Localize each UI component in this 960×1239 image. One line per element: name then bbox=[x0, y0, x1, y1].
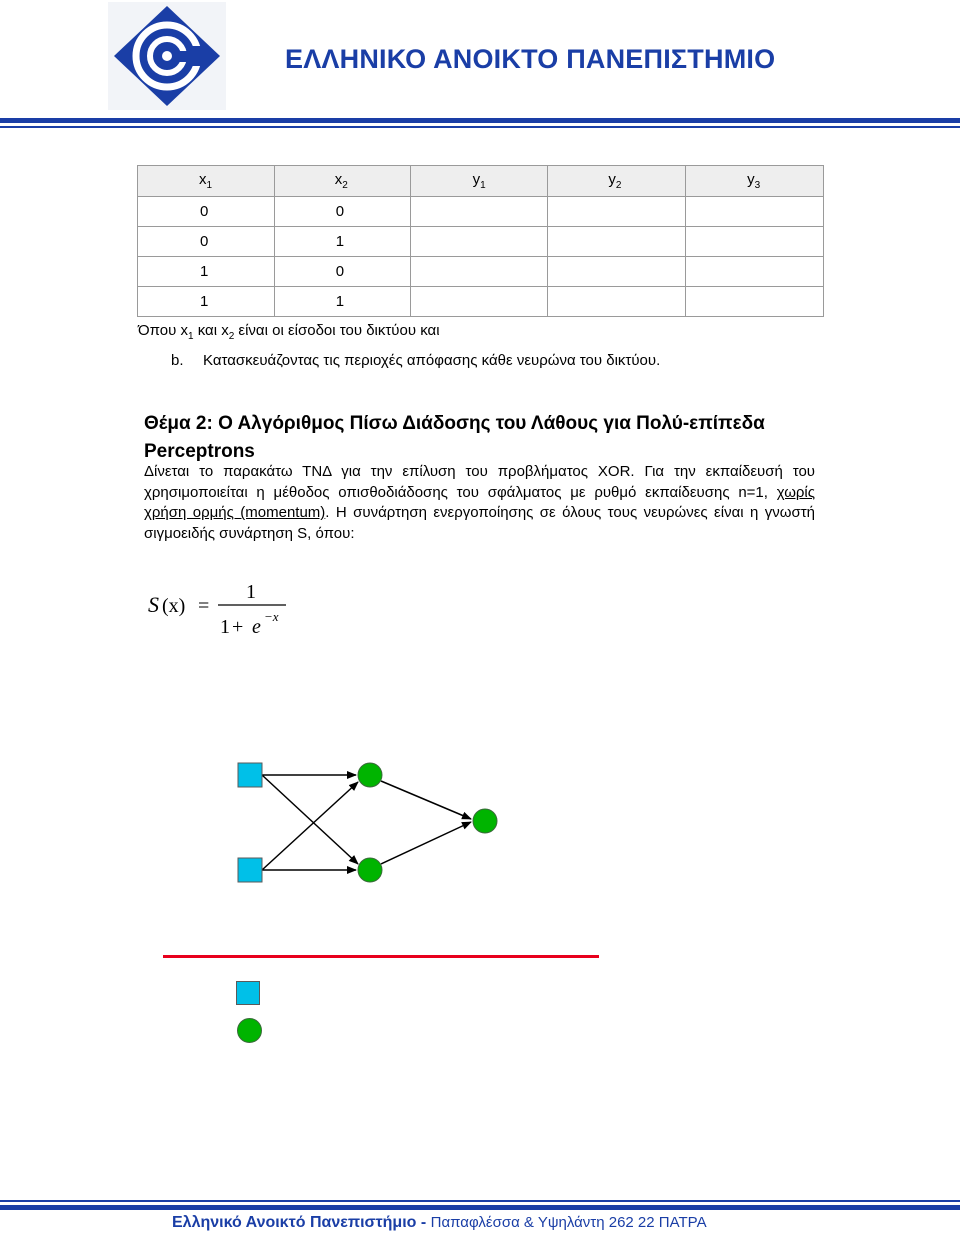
footer-rule-thin bbox=[0, 1200, 960, 1202]
neural-network-diagram bbox=[200, 740, 520, 910]
footer-rule bbox=[0, 1205, 960, 1210]
red-divider bbox=[163, 955, 599, 958]
cell-y3 bbox=[686, 257, 824, 287]
cell-y1 bbox=[410, 287, 548, 317]
table-row bbox=[138, 197, 824, 227]
section-title: Θέμα 2: Ο Αλγόριθμος Πίσω Διάδοσης του Λάθους για Πολύ-επίπεδα Perceptrons bbox=[144, 413, 765, 462]
header-x2: $x_2$ bbox=[274, 166, 410, 197]
header-x1: $x_1$ bbox=[138, 166, 275, 197]
output-neuron bbox=[473, 809, 497, 833]
formula-plus: + bbox=[232, 616, 244, 636]
table-row bbox=[138, 257, 824, 287]
footer-address: Παπαφλέσσα & Υψηλάντη 262 22 ΠΑΤΡΑ bbox=[430, 1214, 707, 1231]
xor-table bbox=[137, 165, 824, 317]
cell-x1: 1 bbox=[138, 257, 275, 287]
formula-lhs: S bbox=[148, 592, 159, 617]
edge-h2-o bbox=[381, 822, 471, 864]
footer-name: Ελληνικό Ανοικτό Πανεπιστήμιο - bbox=[172, 1214, 431, 1231]
cell-x1: 0 bbox=[138, 227, 275, 257]
cell-y1 bbox=[410, 227, 548, 257]
cell-y3 bbox=[686, 287, 824, 317]
cell-x1: 1 bbox=[138, 287, 275, 317]
formula-equals: = bbox=[198, 595, 210, 617]
footer bbox=[172, 1214, 707, 1232]
input-node-1 bbox=[238, 763, 262, 787]
hidden-neuron-1 bbox=[358, 763, 382, 787]
header-y2: $y_2$ bbox=[548, 166, 686, 197]
cell-y2 bbox=[548, 257, 686, 287]
table-row bbox=[138, 287, 824, 317]
cell-y1 bbox=[410, 257, 548, 287]
header-rule-thin bbox=[0, 126, 960, 128]
list-item-b: Κατασκευάζοντας τις περιοχές απόφασης κάθε νευρώνα του δικτύου. bbox=[203, 352, 661, 369]
legend-neuron-node bbox=[237, 1018, 262, 1043]
cell-x2: 0 bbox=[274, 197, 410, 227]
header-y3: $y_3$ bbox=[686, 166, 824, 197]
cell-y3 bbox=[686, 227, 824, 257]
section-paragraph: Δίνεται το παρακάτω ΤΝΔ για την επίλυση του προβλήματος XOR. Για την εκπαίδευσή του χρησιμοποιείται η μέθοδος οπισθοδιάδοσης του σφάλματος με ρυθμό εκπαίδευσης n=1, χωρίς χρήση ορμής (momentum). Η συνάρτηση ενεργοποίησης σε όλους τους νευρώνες είναι η γνωστή σιγμοειδής συνάρτηση S, όπου: bbox=[144, 463, 815, 542]
input-node-2 bbox=[238, 858, 262, 882]
cell-y1 bbox=[410, 197, 548, 227]
formula-exponent: −x bbox=[264, 609, 279, 624]
cell-x2: 0 bbox=[274, 257, 410, 287]
edge-h1-o bbox=[381, 781, 471, 819]
underlined-phrase: χωρίς χρήση ορμής (momentum) bbox=[144, 483, 815, 522]
header-rule bbox=[0, 118, 960, 123]
inputs-note: Όπου $x_1$ και $x_2$ είναι οι είσοδοι του δικτύου και bbox=[138, 322, 440, 342]
formula-e: e bbox=[252, 616, 261, 636]
header-y1: $y_1$ bbox=[410, 166, 548, 197]
edge-i2-h1 bbox=[262, 782, 358, 870]
edge-i1-h2 bbox=[262, 775, 358, 864]
cell-x1: 0 bbox=[138, 197, 275, 227]
sigmoid-formula bbox=[140, 576, 300, 636]
cell-y2 bbox=[548, 287, 686, 317]
university-title: ΕΛΛΗΝΙΚΟ ΑΝΟΙΚΤΟ ΠΑΝΕΠΙΣΤΗΜΙΟ bbox=[285, 44, 776, 74]
table-row bbox=[138, 227, 824, 257]
cell-x2: 1 bbox=[274, 287, 410, 317]
hidden-neuron-2 bbox=[358, 858, 382, 882]
cell-y2 bbox=[548, 197, 686, 227]
formula-numerator: 1 bbox=[246, 581, 256, 603]
cell-y2 bbox=[548, 227, 686, 257]
cell-x2: 1 bbox=[274, 227, 410, 257]
list-item-marker: b. bbox=[171, 352, 184, 369]
table-header-row bbox=[138, 166, 824, 197]
cell-y3 bbox=[686, 197, 824, 227]
formula-denominator-one: 1 bbox=[220, 616, 230, 636]
legend-input-node bbox=[236, 981, 260, 1005]
formula-arg: (x) bbox=[162, 595, 186, 617]
eap-logo-icon bbox=[108, 2, 226, 110]
